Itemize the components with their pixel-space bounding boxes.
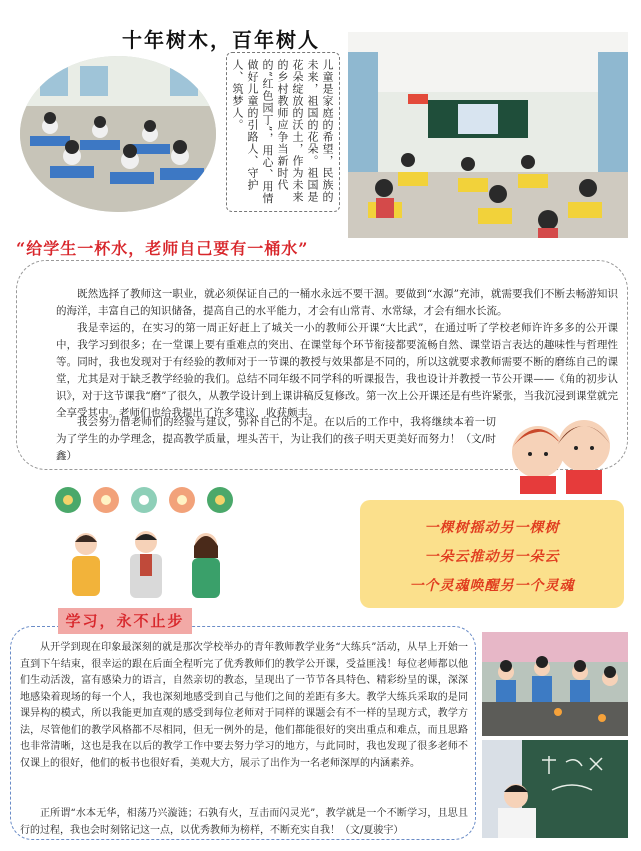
section2-paragraph-1: 从开学到现在印象最深刻的就是那次学校举办的青年教师教学业务“大练兵”活动，从早上开始一直到下午结束，很幸运的跟在后面全程听完了优秀教师们的教学公开课，受益匪浅！每位老师都以他们生动活泼，富有感染力的语言，自然亲切的教态，呈现出了一节节各具特色、精彩纷呈的课，深深地感染着现场的每一个人，我也深刻地感受到自己与他们之间的差距有多大。教学大练兵采取的是同课异构的模式，所以我能更加直观的感受到每位老师对于同样的课题会有不一样的呈现方式，教学方法，尽管他们的教学风格都不尽相同，但无一例外的是，他们都能很好的突出重点和难点，而且思路也非常清晰，这也是我在以后的教学工作中要去努力学习的地方，与此同时，我也发现了很多老师不仅课上的很好，他们的板书也很好看，美观大方，展示了出作为一名老师深厚的内涵素养。: [20, 642, 468, 769]
section1-paragraph-1: 既然选择了教师这一职业，就必须保证自己的一桶水永远不要干涸。要做到“水源”充沛，就需要我们不断去畅游知识的海洋，丰富自己的知识储备，提高自己的水平能力，才会有山常青、水常绿，才会有细水长流。: [56, 288, 618, 317]
slogan-card-line-3: 一个灵魂唤醒另一个灵魂: [409, 578, 575, 594]
flower-decoration: [48, 480, 248, 520]
classroom-photo: [348, 32, 628, 238]
slogan-card: [360, 500, 624, 608]
students-activity-photo: [482, 632, 628, 736]
classroom-photo-oval: [20, 56, 216, 212]
vertical-intro-text: 儿童是家庭的希望，民族的未来，祖国的花朵。祖国是花朵绽放的沃土，作为未来的乡村教师应争当新时代的“红色园丁”，用心、用情做好儿童的引路人、守护人、筑梦人。: [226, 52, 340, 212]
section1-paragraph-3: 我会努力借老师们的经验与建议，弥补自己的不足。在以后的工作中，我将继续本着一切为了学生的办学理念，提高教学质量，埋头苦干，为让我们的孩子明天更美好而努力！（文/时鑫）: [56, 416, 496, 462]
section1-paragraph-2: 我是幸运的，在实习的第一周正好赶上了城关一小的教师公开课“大比武”，在通过听了学校老师许许多多的公开课中，我学习到很多；在一堂课上要有重难点的突出、在课堂每个环节衔接都要流畅自然、课堂语言表达的趣味性与哲理性等。同时，我也发现对于有经验的教师对于一节课的教授与效果都是不同的，所以这就要求教师需要不断的磨练自己的课堂，尤其是对于缺乏教学经验的我们。总结不同年级不同学科的听课报告，我也设计并教授一节公开课——《角的初步认识》，对于这节课我“磨”了很久，从教学设计到上课讲稿反复修改。第一次上公开课还是有些许紧张，当我沉浸到课堂就完全享受其中。老师们也给我提出了许多建议，收获颇丰。: [56, 322, 618, 419]
teachers-illustration: [56, 528, 236, 602]
section2-paragraph-2: 正所谓“水本无华，相荡乃兴漩涟；石孰有火，互击而闪灵光”，教学就是一个不断学习，且思且行的过程，我也会时刻铭记这一点，以优秀教师为榜样，不断充实自我！（文/夏骏宇）: [20, 808, 468, 836]
study-heading-tag: 学习，永不止步: [58, 608, 192, 634]
slogan-card-line-2: 一朵云推动另一朵云: [424, 549, 560, 565]
cartoon-kids-illustration: [500, 404, 620, 494]
slogan-card-line-1: 一棵树摇动另一棵树: [424, 520, 560, 536]
blackboard-teaching-photo: [482, 740, 628, 838]
page-title: 十年树木，百年树人: [122, 28, 320, 52]
slogan-heading: “给学生一杯水，老师自己要有一桶水”: [16, 239, 309, 258]
